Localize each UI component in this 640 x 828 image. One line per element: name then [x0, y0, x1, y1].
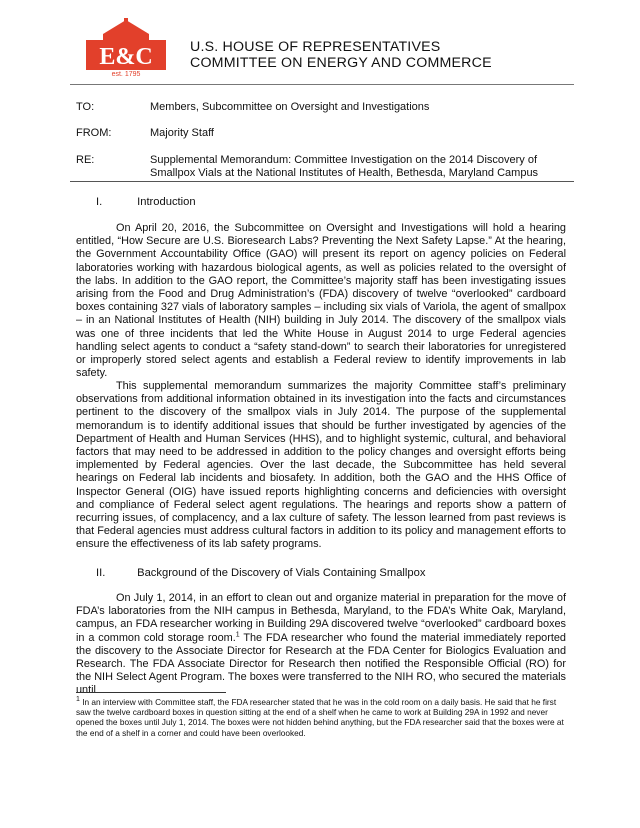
- footnote-divider: [76, 692, 226, 693]
- re-label: RE:: [76, 154, 95, 166]
- header-divider: [70, 84, 574, 85]
- paragraph: [76, 592, 566, 698]
- paragraph-text: The FDA researcher who found the material immediately reported the discovery to the Associate Director for Research at the FDA Center for Biologics Evaluation and Research. The FDA Associate Director for Research then notified the Responsible Official (RO) for the NIH Select Agent Program. The boxes were transferred to the NIH RO, who secured the materials until: [76, 631, 566, 697]
- memo-header-divider: [70, 181, 574, 182]
- paragraph-text: On July 1, 2014, in an effort to clean out and organize material in preparation for the move of FDA’s laboratories from the NIH campus in Bethesda, Maryland, to the FDA’s White Oak, Maryland, campus, an FDA researcher working in Building 29A discovered twelve “overlooked” cardboard boxes in a common cold storage room.: [76, 592, 566, 644]
- section-title: Introduction: [137, 196, 196, 208]
- committee-logo: [86, 18, 166, 78]
- organization-name: [190, 39, 492, 71]
- section-heading: [96, 567, 425, 580]
- section-heading: [96, 196, 196, 209]
- to-label: TO:: [76, 101, 95, 113]
- footnote-number: 1: [76, 696, 80, 704]
- section-number: II.: [96, 567, 106, 579]
- section-title: Background of the Discovery of Vials Containing Smallpox: [137, 567, 426, 579]
- footnote-text: In an interview with Committee staff, the FDA researcher stated that he was in the cold room on a daily basis. He said that he first saw the twelve cardboard boxes in question sitting at the end of a shelf when he came to work at Building 29A in 1992 and never opened the boxes until July 1, 2014. The boxes were not hidden behind anything, but the FDA researcher said that the boxes were at the end of a shelf in a corner and could have been overlooked.: [76, 697, 564, 738]
- footnote-reference: 1: [235, 630, 240, 638]
- paragraph: This supplemental memorandum summarizes the majority Committee staff’s preliminary observations from additional information obtained in its investigation into the facts and circumstances pertinent to the discovery of the smallpox vials in July 2014. The purpose of the supplemental memorandum is to identify additional issues that should be further investigated by agencies of the Department of Health and Human Services (HHS), and to highlight systemic, cultural, and behavioral factors that may need to be addressed in addition to the policy changes and oversight efforts being implemented by Federal agencies. Over the last decade, the Subcommittee has held several hearings on Federal lab incidents and biosafety. In addition, both the GAO and the HHS Office of Inspector General (OIG) have issued reports highlighting concerns and deficiencies with oversight and compliance of Federal select agent regulations. The hearings and reports show a pattern of recurring issues, of complacency, and a lax culture of safety. The lesson learned from past reviews is that Federal agencies must address cultural factors in addition to its policy and management efforts to ensure the effectiveness of its lab safety programs.: [76, 380, 566, 551]
- logo-est: est. 1795: [111, 71, 141, 78]
- to-value: Members, Subcommittee on Oversight and Investigations: [150, 101, 430, 113]
- paragraph: On April 20, 2016, the Subcommittee on Oversight and Investigations will hold a hearing entitled, “How Secure are U.S. Bioresearch Labs? Preventing the Next Safety Lapse.” At the hearing, the Government Accountability Office (GAO) will present its report on agency policies on Federal laboratories working with hazardous biological agents, as well as policies related to the oversight of the labs. In addition to the GAO report, the Committee’s majority staff has been investigating issues arising from the Food and Drug Administration’s (FDA) discovery of twelve “overlooked” cardboard boxes containing 327 vials of laboratory samples – including six vials of Variola, the agent of smallpox – in an National Institutes of Health (NIH) building in July 2014. The discovery of the smallpox vials was one of three incidents that led the White House in August 2014 to urge Federal agencies handling select agents to conduct a “safety stand-down” to search their laboratories for unregistered or improperly stored select agents and establish a Federal review to identify improvements in lab safety.: [76, 222, 566, 380]
- org-line-2: COMMITTEE ON ENERGY AND COMMERCE: [190, 55, 492, 71]
- from-label: FROM:: [76, 127, 112, 139]
- logo-text: E&C: [99, 44, 153, 70]
- footnote: [76, 697, 566, 738]
- re-value: Supplemental Memorandum: Committee Investigation on the 2014 Discovery of Smallpox Vials at the National Institutes of Health, Bethesda, Maryland Campus: [150, 154, 539, 179]
- section-number: I.: [96, 196, 103, 208]
- org-line-1: U.S. HOUSE OF REPRESENTATIVES: [190, 39, 441, 55]
- from-value: Majority Staff: [150, 127, 214, 139]
